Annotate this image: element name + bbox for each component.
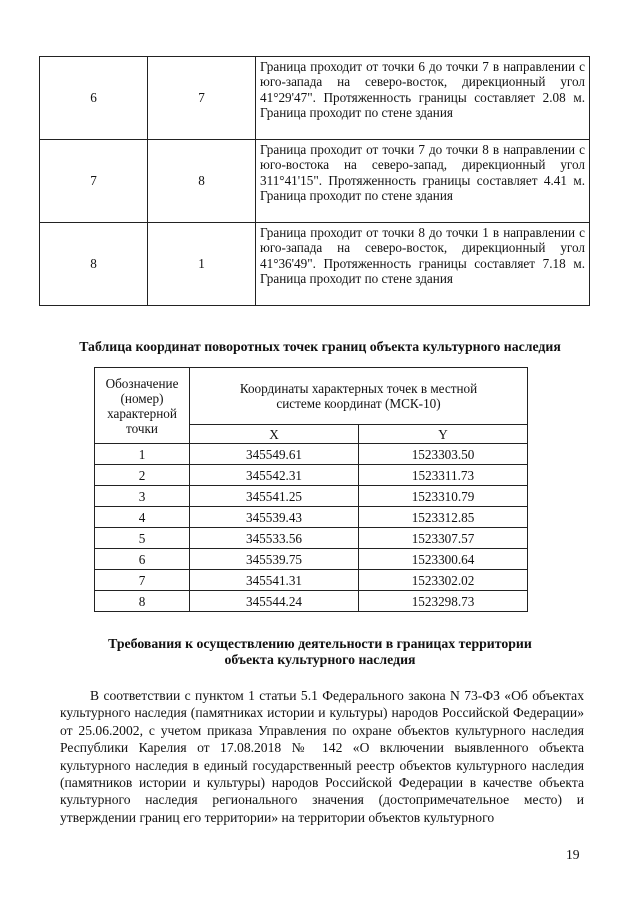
boundary-table — [39, 56, 590, 306]
point-number: 4 — [95, 507, 190, 528]
point-number: 3 — [95, 486, 190, 507]
boundary-from-point: 8 — [40, 223, 148, 306]
boundary-row — [40, 223, 590, 306]
coord-row — [95, 570, 528, 591]
x-value: 345544.24 — [190, 591, 359, 612]
coord-row — [95, 465, 528, 486]
x-value: 345549.61 — [190, 444, 359, 465]
point-number: 1 — [95, 444, 190, 465]
x-value: 345541.31 — [190, 570, 359, 591]
requirements-paragraph: В соответствии с пунктом 1 статьи 5.1 Федерального закона N 73-ФЗ «Об объектах культурного наследия (памятниках истории и культуры) народов Российской Федерации» от 25.06.2002, с учетом приказа Управления по охране объектов культурного наследия Республики Карелия от 17.08.2018 № 142 «О включении выявленного объекта культурного наследия в единый государственный реестр объектов культурного наследия (памятников истории и культуры) народов Российской Федерации в качестве объекта культурного наследия регионального значения (достопримечательное место) и утверждении границ его территории» на территории объектов культурного — [60, 688, 584, 825]
requirements-title-line2: объекта культурного наследия — [224, 652, 416, 667]
boundary-to-point: 1 — [148, 223, 256, 306]
y-value: 1523307.57 — [359, 528, 528, 549]
y-value: 1523302.02 — [359, 570, 528, 591]
coord-row — [95, 507, 528, 528]
coord-row — [95, 591, 528, 612]
y-value: 1523303.50 — [359, 444, 528, 465]
boundary-from-point: 7 — [40, 140, 148, 223]
boundary-from-point: 6 — [40, 57, 148, 140]
point-number: 6 — [95, 549, 190, 570]
point-number: 5 — [95, 528, 190, 549]
x-value: 345541.25 — [190, 486, 359, 507]
y-value: 1523310.79 — [359, 486, 528, 507]
x-header: X — [190, 425, 359, 444]
coord-row — [95, 549, 528, 570]
requirements-title — [80, 636, 560, 668]
y-value: 1523312.85 — [359, 507, 528, 528]
coord-system-header: Координаты характерных точек в местной системе координат (МСК-10) — [190, 368, 528, 425]
point-number: 8 — [95, 591, 190, 612]
coord-row — [95, 444, 528, 465]
boundary-to-point: 7 — [148, 57, 256, 140]
point-label-header: Обозначение (номер) характерной точки — [95, 368, 190, 444]
x-value: 345533.56 — [190, 528, 359, 549]
boundary-description: Граница проходит от точки 8 до точки 1 в направлении с юго-запада на северо-восток, дирекционный угол 41°36'49". Протяженность границы составляет 7.18 м. Граница проходит по стене здания — [256, 223, 590, 306]
point-number: 7 — [95, 570, 190, 591]
requirements-title-line1: Требования к осуществлению деятельности в границах территории — [108, 636, 532, 651]
coord-row — [95, 528, 528, 549]
boundary-to-point: 8 — [148, 140, 256, 223]
y-value: 1523300.64 — [359, 549, 528, 570]
coordinates-table — [94, 367, 528, 612]
y-value: 1523311.73 — [359, 465, 528, 486]
coord-table-title: Таблица координат поворотных точек границ объекта культурного наследия — [79, 339, 561, 354]
x-value: 345539.43 — [190, 507, 359, 528]
x-value: 345542.31 — [190, 465, 359, 486]
boundary-row — [40, 140, 590, 223]
boundary-description: Граница проходит от точки 7 до точки 8 в направлении с юго-востока на северо-запад, дирекционный угол 311°41'15". Протяженность границы составляет 4.41 м. Граница проходит по стене здания — [256, 140, 590, 223]
point-number: 2 — [95, 465, 190, 486]
coord-row — [95, 486, 528, 507]
y-header: Y — [359, 425, 528, 444]
y-value: 1523298.73 — [359, 591, 528, 612]
x-value: 345539.75 — [190, 549, 359, 570]
boundary-description: Граница проходит от точки 6 до точки 7 в направлении с юго-запада на северо-восток, дирекционный угол 41°29'47". Протяженность границы составляет 2.08 м. Граница проходит по стене здания — [256, 57, 590, 140]
page-number: 19 — [566, 847, 580, 862]
boundary-row — [40, 57, 590, 140]
